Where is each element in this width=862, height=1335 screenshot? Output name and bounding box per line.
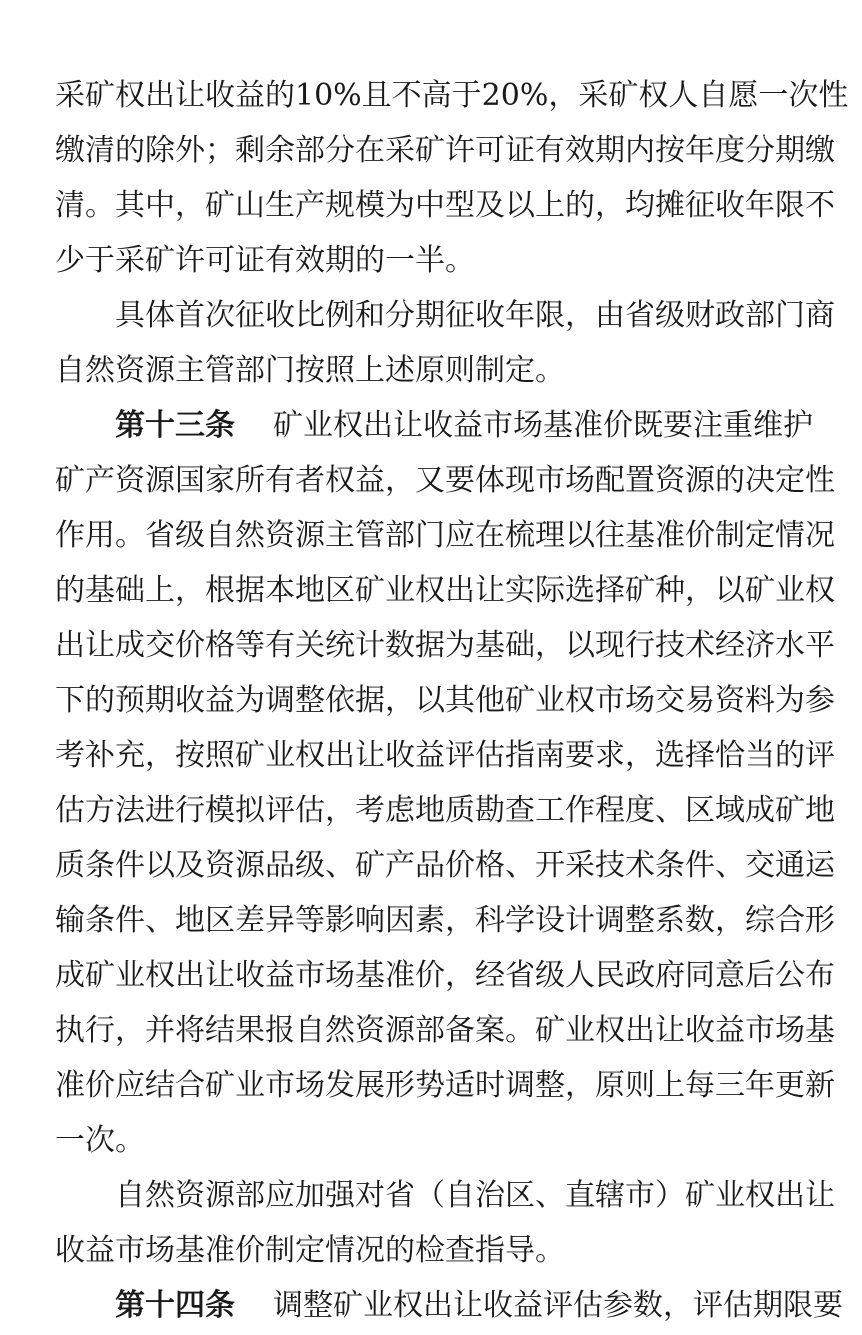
text-line: 准价应结合矿业市场发展形势适时调整，原则上每三年更新	[55, 1068, 835, 1103]
article-13-heading: 第十三条	[115, 408, 235, 443]
text-line: 出让成交价格等有关统计数据为基础，以现行技术经济水平	[55, 628, 835, 663]
article-14-heading: 第十四条	[115, 1288, 235, 1323]
text-line: 清。其中，矿山生产规模为中型及以上的，均摊征收年限不	[55, 188, 835, 223]
text-line: 成矿业权出让收益市场基准价，经省级人民政府同意后公布	[55, 958, 835, 993]
text-line: 质条件以及资源品级、矿产品价格、开采技术条件、交通运	[55, 848, 835, 883]
text-line: 采矿权出让收益的10%且不高于20%，采矿权人自愿一次性	[55, 78, 849, 113]
text-line: 自然资源部应加强对省（自治区、直辖市）矿业权出让	[115, 1178, 835, 1213]
text-line: 调整矿业权出让收益评估参数，评估期限要	[273, 1288, 843, 1323]
text-line: 的基础上，根据本地区矿业权出让实际选择矿种，以矿业权	[55, 573, 835, 608]
text-line: 输条件、地区差异等影响因素，科学设计调整系数，综合形	[55, 903, 835, 938]
text-line: 自然资源主管部门按照上述原则制定。	[55, 353, 565, 388]
text-line: 缴清的除外；剩余部分在采矿许可证有效期内按年度分期缴	[55, 133, 835, 168]
text-line: 估方法进行模拟评估，考虑地质勘查工作程度、区域成矿地	[55, 793, 835, 828]
text-line: 作用。省级自然资源主管部门应在梳理以往基准价制定情况	[55, 518, 835, 553]
text-line: 考补充，按照矿业权出让收益评估指南要求，选择恰当的评	[55, 738, 835, 773]
text-line: 具体首次征收比例和分期征收年限，由省级财政部门商	[115, 298, 835, 333]
article-13-first-line	[115, 406, 813, 446]
text-line: 矿产资源国家所有者权益，又要体现市场配置资源的决定性	[55, 463, 835, 498]
text-line: 下的预期收益为调整依据，以其他矿业权市场交易资料为参	[55, 683, 835, 718]
text-line: 一次。	[55, 1123, 145, 1158]
article-14-first-line	[115, 1286, 843, 1326]
text-line: 收益市场基准价制定情况的检查指导。	[55, 1233, 565, 1268]
text-line: 执行，并将结果报自然资源部备案。矿业权出让收益市场基	[55, 1013, 835, 1048]
text-line: 矿业权出让收益市场基准价既要注重维护	[273, 408, 813, 443]
text-line: 少于采矿许可证有效期的一半。	[55, 243, 475, 278]
